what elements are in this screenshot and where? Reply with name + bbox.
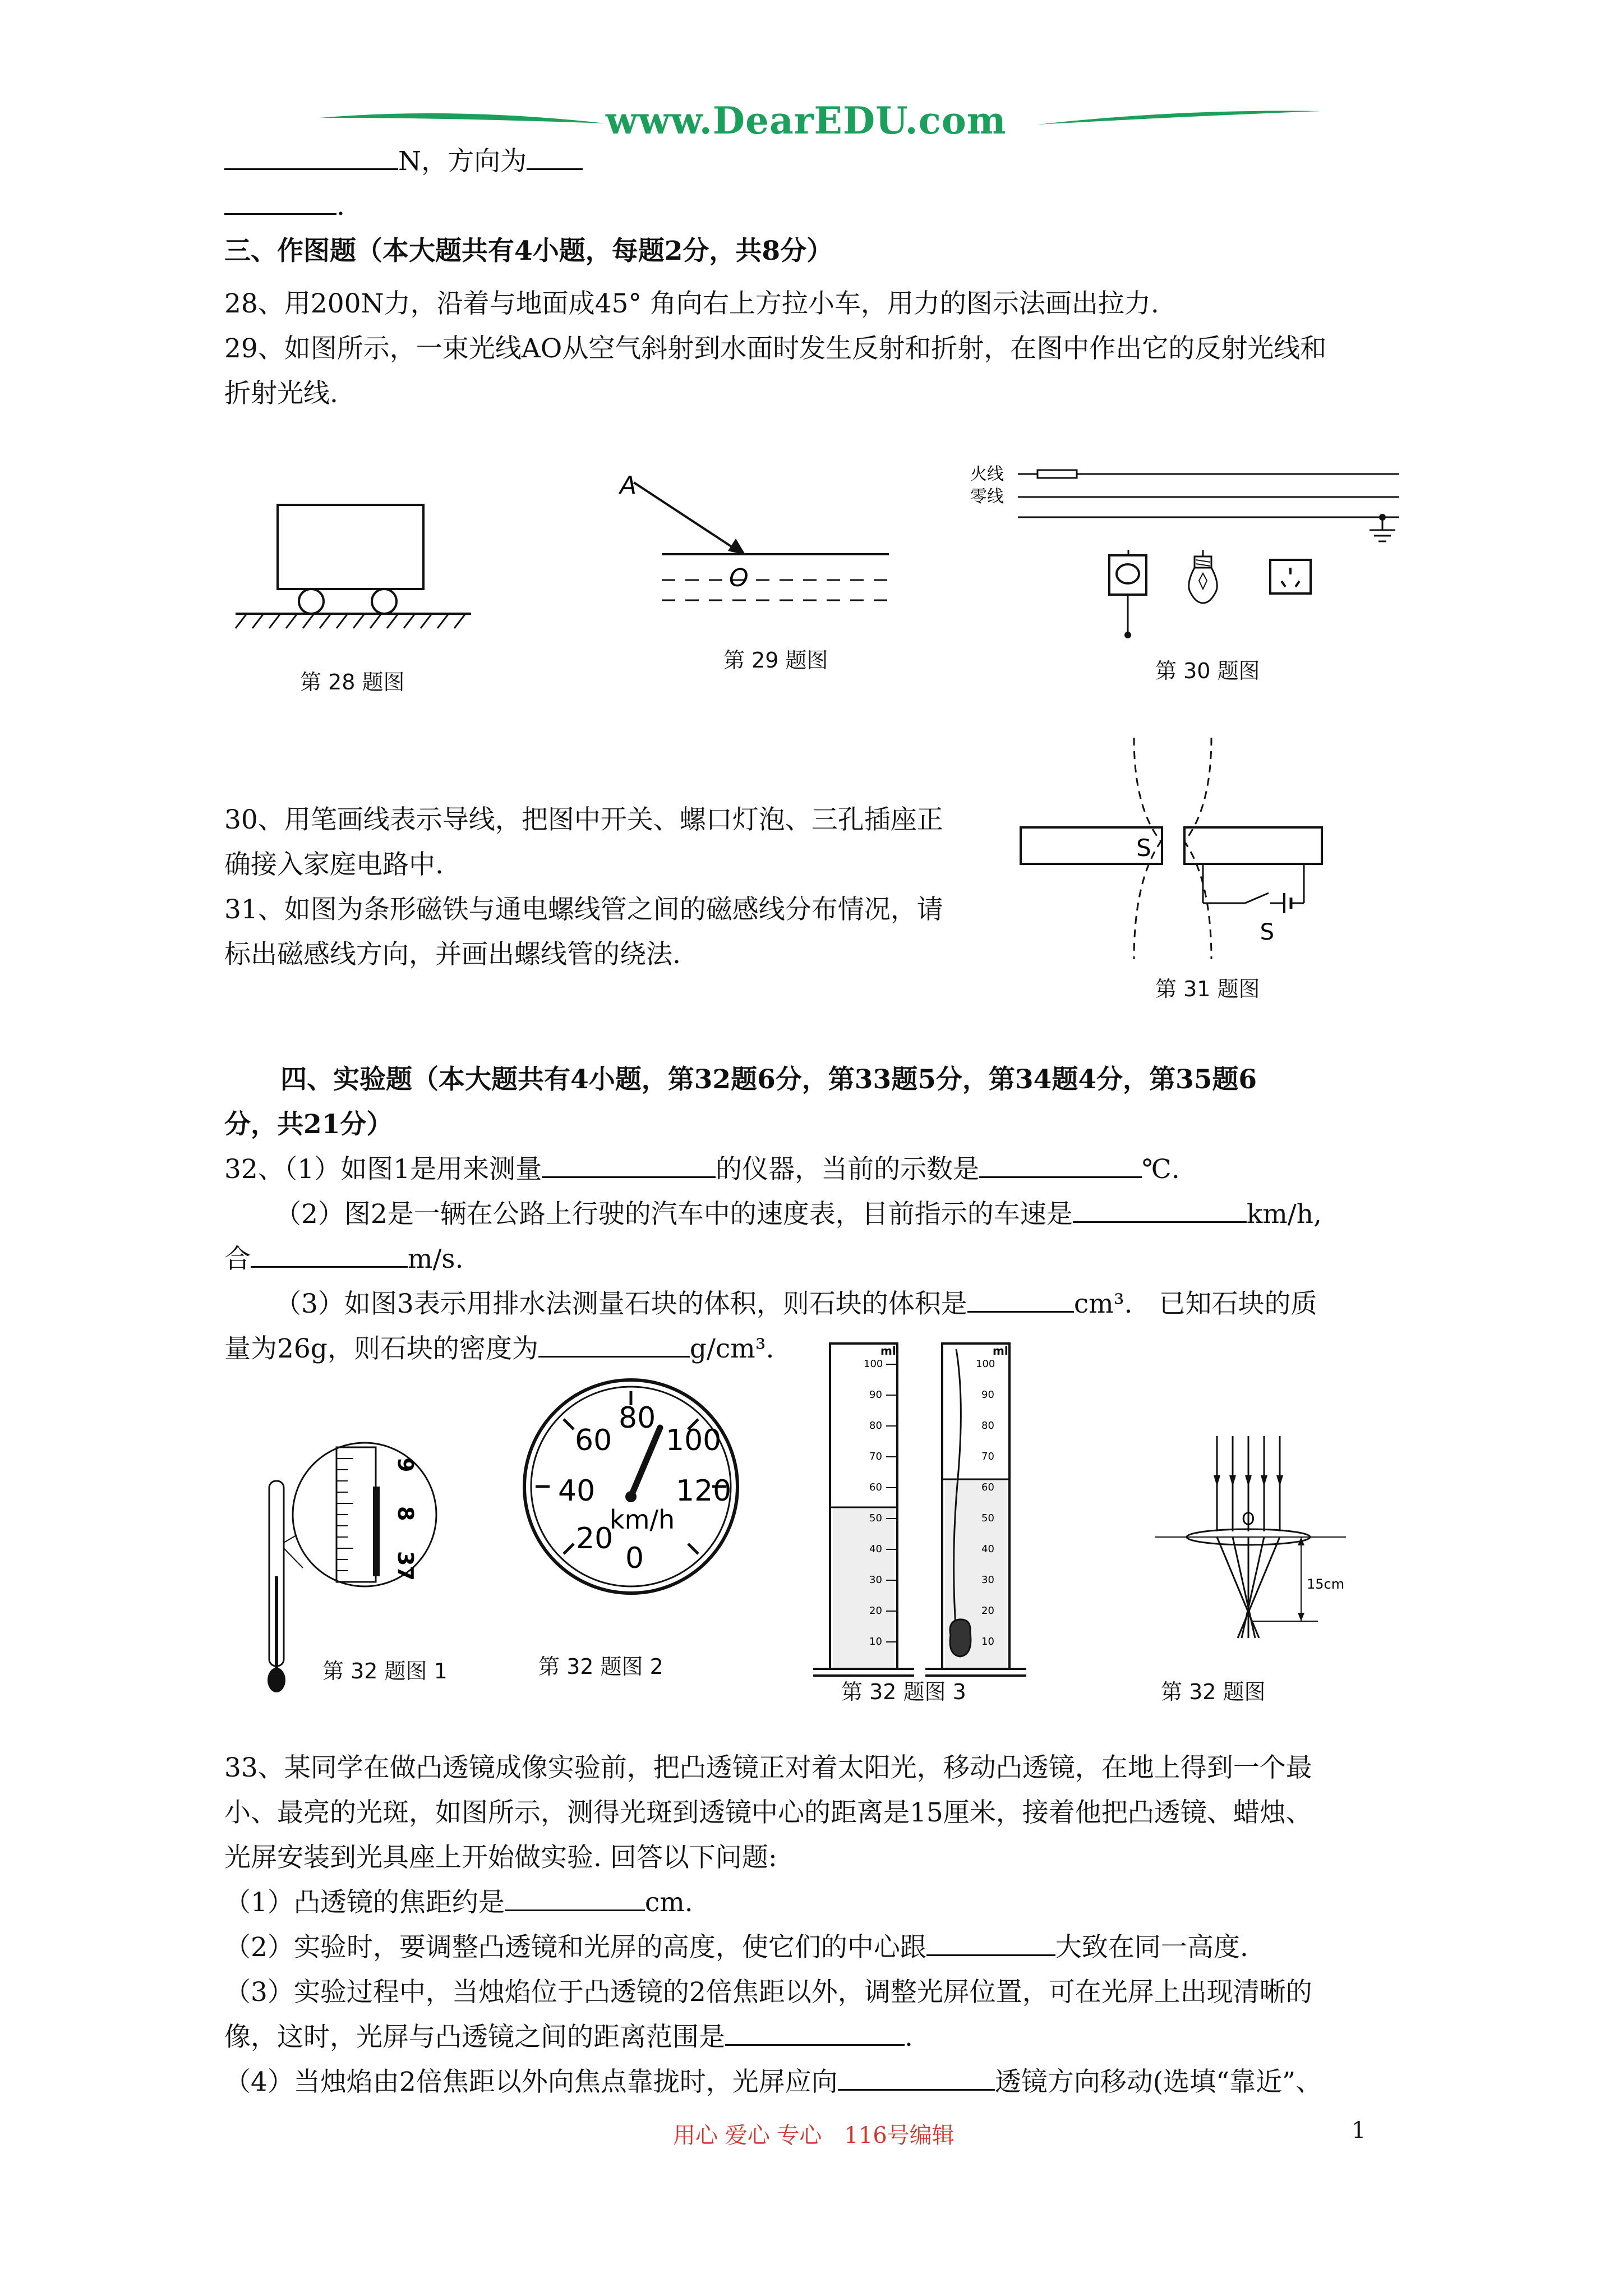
svg-text:90: 90 <box>869 1389 882 1401</box>
cyl1-unit: ml <box>880 1344 896 1358</box>
q30-text-line1: 30、用笔画线表示导线，把图中开关、螺口灯泡、三孔插座正 <box>224 804 943 835</box>
fig32-3-measuring-cylinders <box>808 1332 1043 1697</box>
q33-text-line1: 33、某同学在做凸透镜成像实验前，把凸透镜正对着太阳光，移动凸透镜，在地上得到一个最 <box>224 1752 1312 1783</box>
q33-2-line: （2）实验时，要调整凸透镜和光屏的高度，使它们的中心跟 大致在同一高度. <box>224 1925 1248 1970</box>
speedo-unit: km/h <box>610 1504 675 1535</box>
svg-text:10: 10 <box>869 1636 882 1648</box>
q33-3-line-b: 像，这时，光屏与凸透镜之间的距离范围是 . <box>224 2015 913 2060</box>
svg-text:10: 10 <box>981 1636 994 1648</box>
svg-text:90: 90 <box>981 1389 994 1401</box>
fig31-switch-label: S <box>1260 919 1274 945</box>
svg-text:20: 20 <box>869 1605 882 1617</box>
q29-text-line1: 29、如图所示，一束光线AO从空气斜射到水面时发生反射和折射，在图中作出它的反射光线和 <box>224 333 1327 364</box>
svg-text:100: 100 <box>864 1358 883 1370</box>
fig31-caption: 第 31 题图 <box>1155 977 1260 1001</box>
section4-title-line1: 四、实验题（本大题共有4小题，第32题6分，第33题5分，第34题4分，第35题6 <box>280 1064 1257 1095</box>
fig32-1-caption: 第 32 题图 1 <box>322 1659 448 1683</box>
speedo-label-40: 40 <box>558 1474 596 1508</box>
fig30-bulb-icon <box>1189 550 1217 603</box>
continuation-line-1: N，方向为 <box>224 139 583 184</box>
fig30-fuse <box>1038 470 1077 478</box>
speedo-label-80: 80 <box>619 1401 656 1435</box>
thermo-tick-37: 37 <box>393 1551 418 1581</box>
svg-text:40: 40 <box>981 1543 994 1555</box>
svg-text:30: 30 <box>869 1574 882 1586</box>
q30-text-line2: 确接入家庭电路中. <box>224 849 444 880</box>
lens-center-label: O <box>1242 1510 1255 1529</box>
q31-text-line1: 31、如图为条形磁铁与通电螺线管之间的磁感线分布情况，请 <box>224 894 943 925</box>
fig28-cart-diagram <box>230 494 510 651</box>
svg-text:100: 100 <box>976 1358 995 1370</box>
thermo-tick-8: 8 <box>393 1506 418 1521</box>
page-number: 1 <box>1352 2118 1366 2143</box>
svg-text:80: 80 <box>869 1420 882 1432</box>
speedo-label-120: 120 <box>676 1474 732 1508</box>
thermo-tick-9: 9 <box>393 1457 418 1473</box>
svg-text:40: 40 <box>869 1543 882 1555</box>
fig32-4-caption: 第 32 题图 <box>1161 1680 1266 1704</box>
fig28-caption: 第 28 题图 <box>300 670 405 694</box>
q32-2-line: （2）图2是一辆在公路上行驶的汽车中的速度表，目前指示的车速是 km/h, <box>275 1192 1322 1237</box>
svg-text:30: 30 <box>981 1574 994 1586</box>
q33-4-line: （4）当烛焰由2倍焦距以外向焦点靠拢时，光屏应向 透镜方向移动(选填“靠近”、 <box>224 2060 1322 2105</box>
svg-text:60: 60 <box>869 1481 882 1493</box>
fig29-caption: 第 29 题图 <box>723 648 828 673</box>
q33-3-line: （3）实验过程中，当烛焰位于凸透镜的2倍焦距以外，调整光屏位置，可在光屏上出现清晰的 <box>224 1977 1312 2008</box>
svg-text:20: 20 <box>981 1605 994 1617</box>
q33-1-line: （1）凸透镜的焦距约是 cm. <box>224 1880 693 1925</box>
speedo-label-60: 60 <box>575 1424 612 1457</box>
header-site-name: www.DearEDU.com <box>606 99 1007 142</box>
footer-text: 用心 爱心 专心 116号编辑 <box>673 2123 955 2148</box>
speedo-label-20: 20 <box>576 1522 614 1556</box>
svg-text:50: 50 <box>869 1512 882 1524</box>
section4-title-line2: 分，共21分） <box>224 1109 393 1140</box>
fig32-2-speedometer <box>519 1374 743 1599</box>
fig31-pole-label: S <box>1136 834 1151 862</box>
q33-text-line2: 小、最亮的光斑，如图所示，测得光斑到透镜中心的距离是15厘米，接着他把凸透镜、蜡烛、 <box>224 1797 1312 1828</box>
q29-text-line2: 折射光线. <box>224 378 338 409</box>
q32-1-line: 32、（1）如图1是用来测量 的仪器，当前的示数是 ℃. <box>224 1147 1180 1192</box>
stone <box>950 1619 971 1657</box>
fig30-neutral-label: 零线 <box>970 487 1004 507</box>
q32-3-line-b: 量为26g，则石块的密度为 g/cm³. <box>224 1327 774 1372</box>
fig32-2-caption: 第 32 题图 2 <box>538 1654 663 1679</box>
fig32-3-caption: 第 32 题图 3 <box>841 1680 966 1704</box>
fig30-live-label: 火线 <box>970 464 1004 484</box>
svg-text:70: 70 <box>981 1451 994 1462</box>
fig31-magnet-solenoid <box>1009 735 1391 976</box>
svg-text:70: 70 <box>869 1451 882 1462</box>
q32-3-line: （3）如图3表示用排水法测量石块的体积，则石块的体积是 cm³. 已知石块的质 <box>275 1282 1317 1327</box>
cyl2-unit: ml <box>993 1344 1008 1358</box>
section3-title: 三、作图题（本大题共有4小题，每题2分，共8分） <box>224 236 833 266</box>
q32-2-line-b: 合 m/s. <box>224 1237 463 1282</box>
fig29-label-o: O <box>729 564 749 592</box>
fig31-solenoid <box>1184 827 1322 864</box>
fig30-caption: 第 30 题图 <box>1155 659 1260 683</box>
speedo-label-0: 0 <box>625 1542 644 1575</box>
fig30-socket-icon <box>1270 560 1311 593</box>
fig30-household-circuit <box>965 454 1413 645</box>
fig30-switch-icon <box>1109 550 1146 638</box>
speedo-label-100: 100 <box>666 1424 722 1457</box>
q33-text-line3: 光屏安装到光具座上开始做实验. 回答以下问题: <box>224 1842 777 1873</box>
fig32-lens-diagram <box>1138 1425 1374 1672</box>
banner-swoosh-right <box>1038 101 1324 146</box>
fig29-label-a: A <box>620 471 637 500</box>
svg-text:60: 60 <box>981 1481 994 1493</box>
q28-text: 28、用200N力，沿着与地面成45° 角向右上方拉小车，用力的图示法画出拉力. <box>224 288 1159 319</box>
fig29-light-ray-diagram <box>606 460 920 639</box>
q31-text-line2: 标出磁感线方向，并画出螺线管的绕法. <box>224 939 681 970</box>
lens-distance-label: 15cm <box>1307 1576 1345 1592</box>
continuation-line-2: . <box>224 184 345 229</box>
svg-text:80: 80 <box>981 1420 994 1432</box>
svg-text:50: 50 <box>981 1512 994 1524</box>
